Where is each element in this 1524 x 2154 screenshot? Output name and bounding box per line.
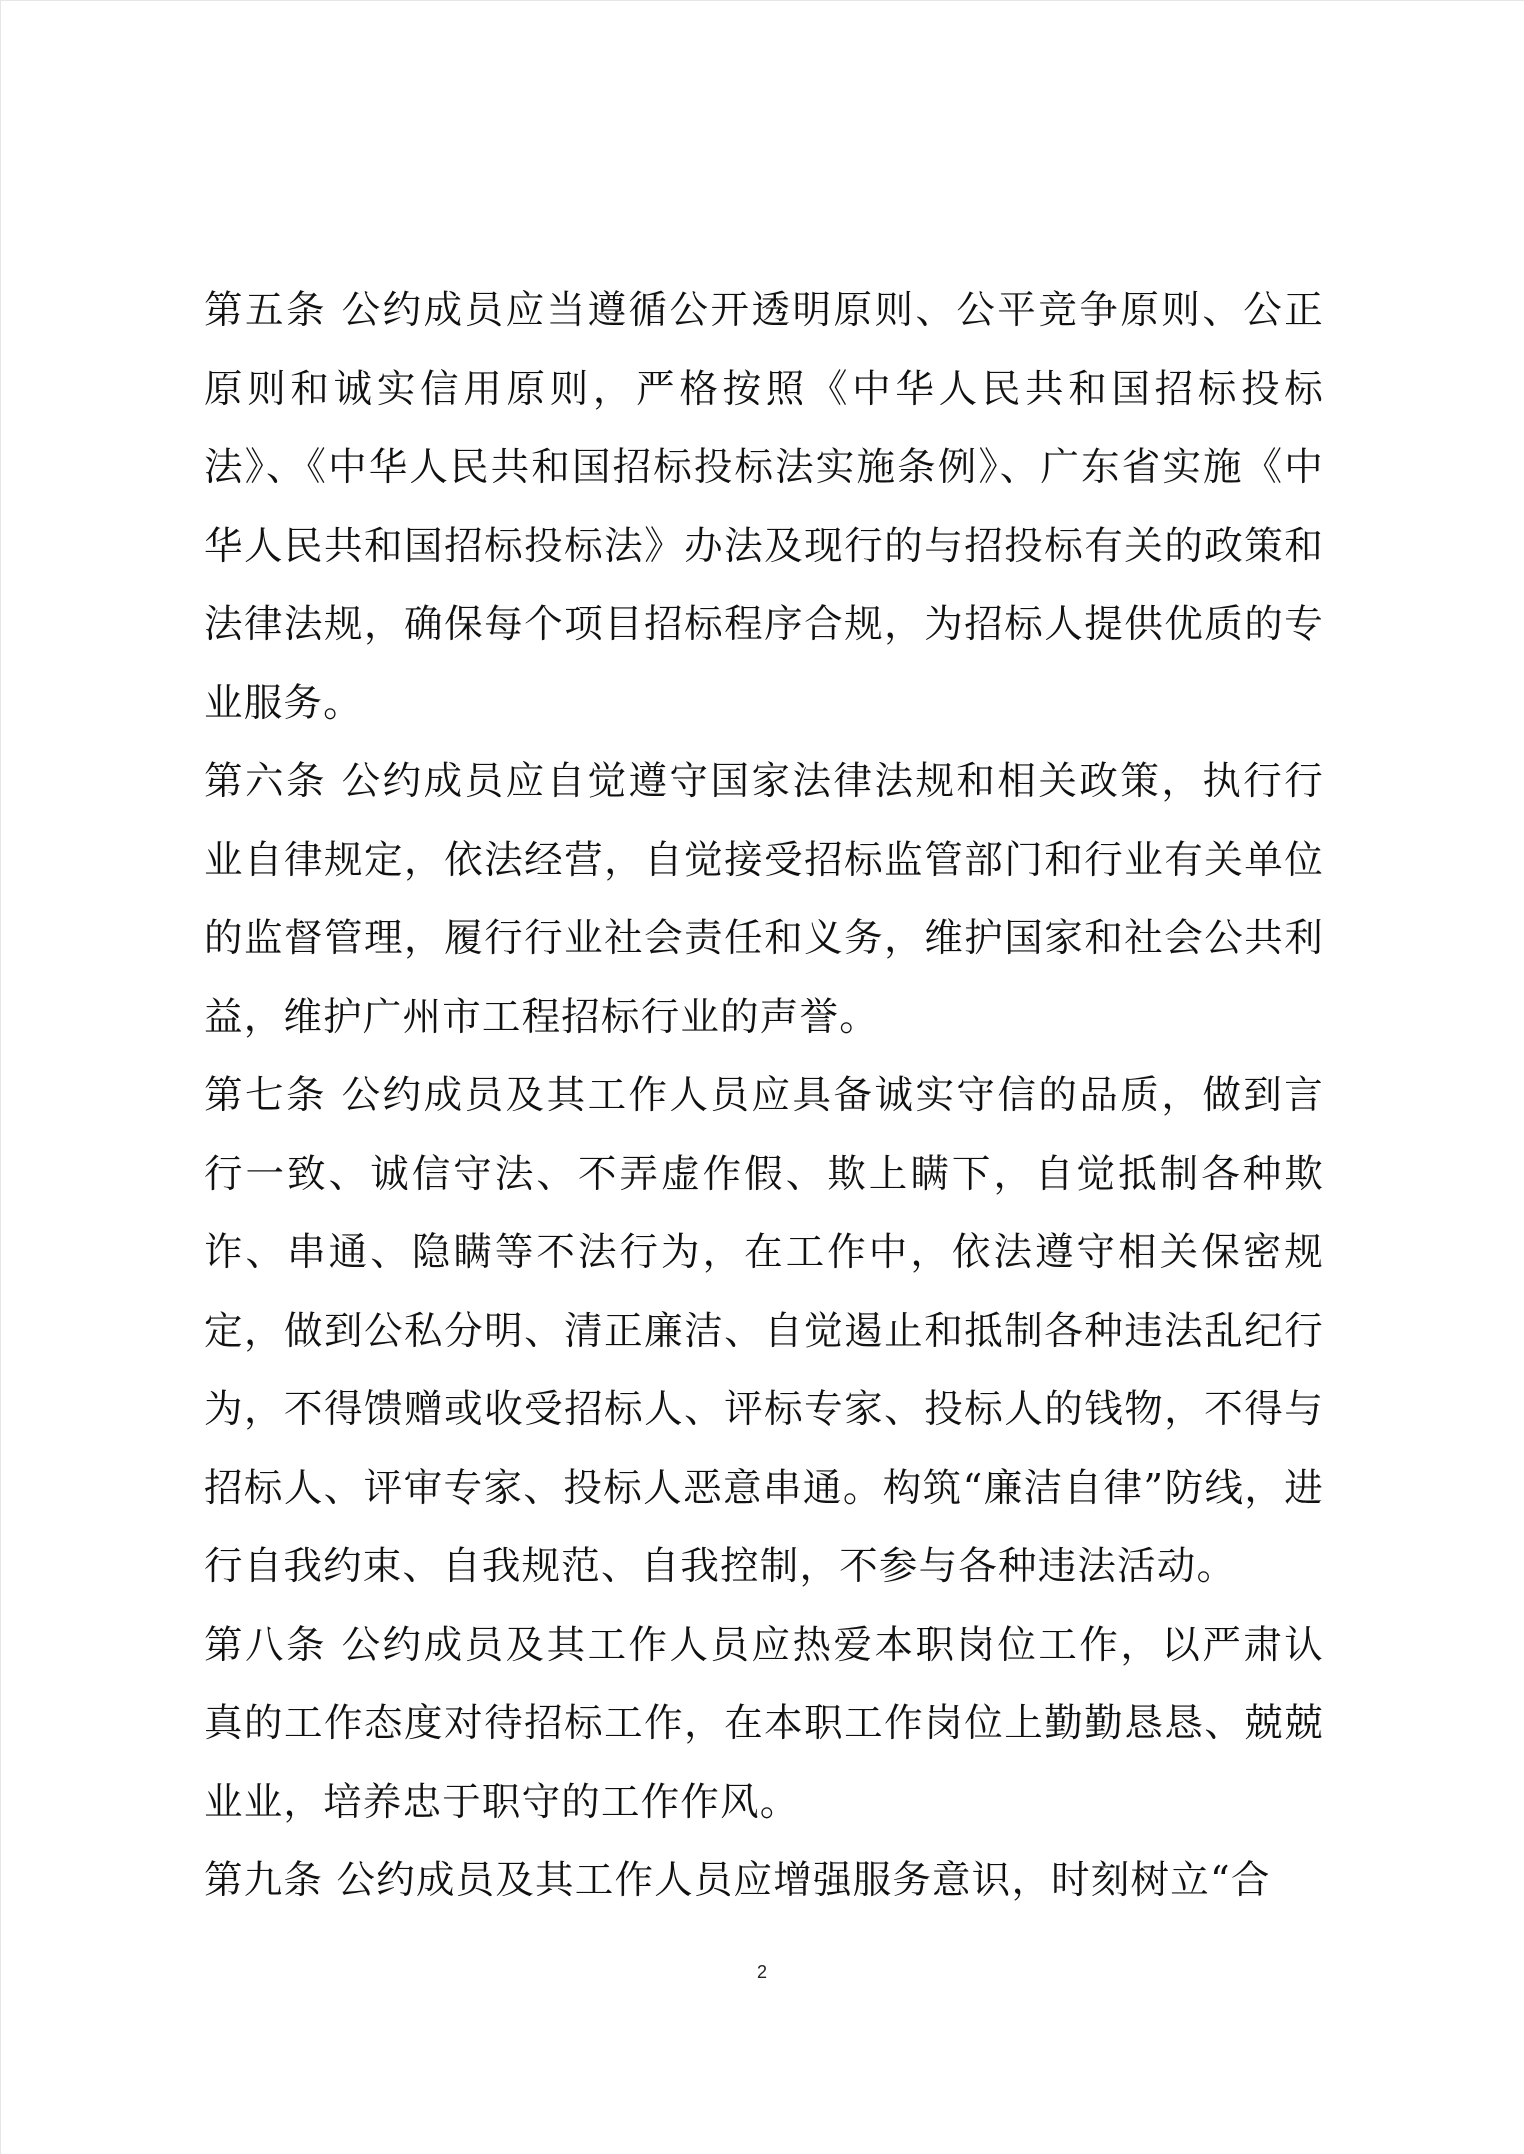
article-5: 第五条 公约成员应当遵循公开透明原则、公平竞争原则、公正原则和诚实信用原则，严格按照《中华人民共和国招标投标法》、《中华人民共和国招标投标法实施条例》、广东省实施《中华人民共和国招标投标法》办法及现行的与招投标有关的政策和法律法规，确保每个项目招标程序合规，为招标人提供优质的专业服务。 (204, 288, 1324, 726)
document-body (204, 272, 1324, 1921)
article-6: 第六条 公约成员应自觉遵守国家法律法规和相关政策，执行行业自律规定，依法经营，自觉接受招标监管部门和行业有关单位的监督管理，履行行业社会责任和义务，维护国家和社会公共利益，维护广州市工程招标行业的声誉。 (204, 759, 1324, 1040)
article-9: 第九条 公约成员及其工作人员应增强服务意识，时刻树立“合 (204, 1858, 1271, 1903)
article-7: 第七条 公约成员及其工作人员应具备诚实守信的品质，做到言行一致、诚信守法、不弄虚作假、欺上瞒下，自觉抵制各种欺诈、串通、隐瞒等不法行为，在工作中，依法遵守相关保密规定，做到公私分明、清正廉洁、自觉遏止和抵制各种违法乱纪行为，不得馈赠或收受招标人、评标专家、投标人的钱物，不得与招标人、评审专家、投标人恶意串通。构筑“廉洁自律”防线，进行自我约束、自我规范、自我控制，不参与各种违法活动。 (204, 1073, 1324, 1589)
article-8: 第八条 公约成员及其工作人员应热爱本职岗位工作，以严肃认真的工作态度对待招标工作，在本职工作岗位上勤勤恳恳、兢兢业业，培养忠于职守的工作作风。 (204, 1622, 1324, 1825)
page-number: 2 (756, 1962, 767, 1982)
